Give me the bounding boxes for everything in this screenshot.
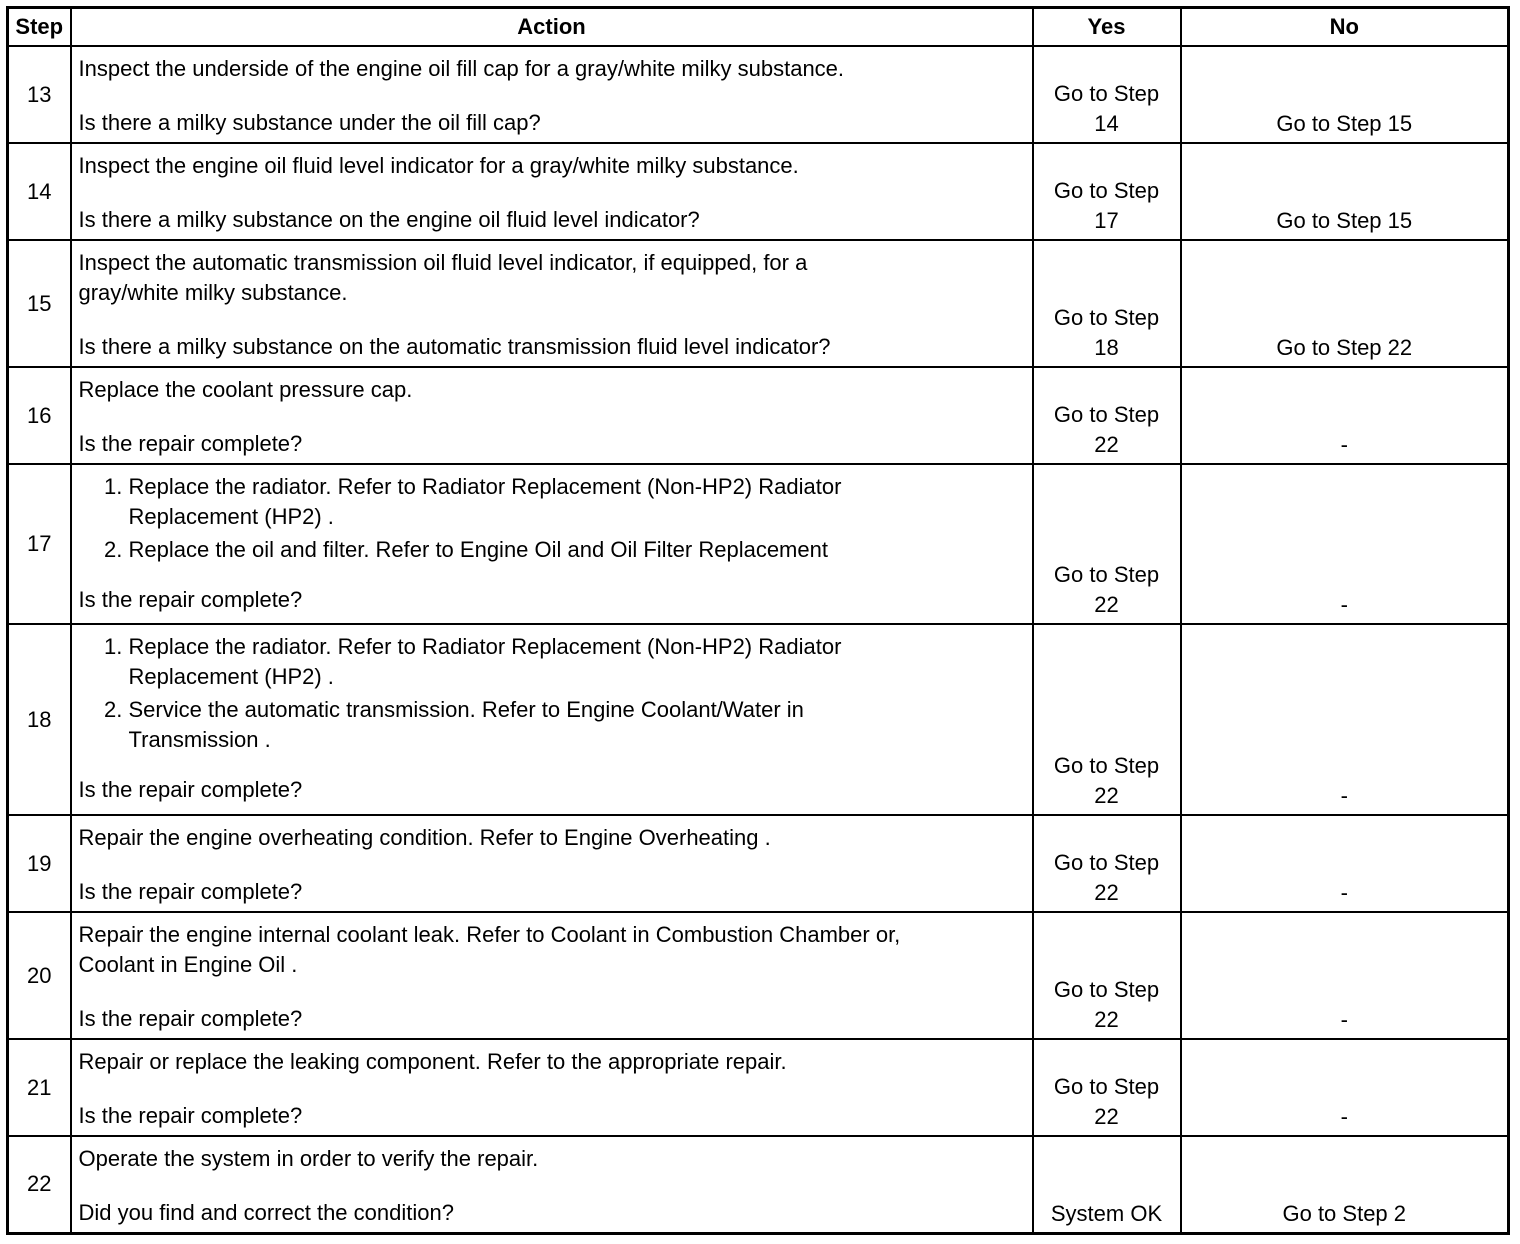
step-number: 17 [8,464,71,624]
yes-result-line: Go to Step [1053,178,1160,203]
yes-result [1033,912,1181,1039]
yes-result-line: 17 [1094,208,1119,233]
list-item-line: 1. Replace the radiator. Refer to Radiator Replacement (Non-HP2) Radiator [128,634,842,659]
action-cell [71,815,1033,912]
header-yes: Yes [1033,8,1181,47]
action-cell [71,240,1033,367]
action-text-line: Inspect the underside of the engine oil fill cap for a gray/white milky substance. [78,56,845,81]
action-list-item [129,695,1026,755]
yes-result [1033,624,1181,815]
list-item-line: 2. Service the automatic transmission. Refer to Engine Coolant/Water in [128,697,804,722]
header-action: Action [71,8,1033,47]
list-item-line: Transmission . [128,727,271,752]
yes-result-line: Go to Step [1053,977,1160,1002]
yes-result-line: 22 [1094,880,1119,905]
no-result: - [1181,624,1509,815]
action-list [79,632,1026,755]
step-number: 20 [8,912,71,1039]
header-row [8,8,1509,47]
action-text-line: Repair the engine overheating condition. Refer to Engine Overheating . [78,825,771,850]
table-row [8,46,1509,143]
list-item-line: Replacement (HP2) . [128,504,334,529]
header-step: Step [8,8,71,47]
yes-result-line: Go to Step [1053,305,1160,330]
no-result: - [1181,464,1509,624]
yes-result-line: 22 [1094,592,1119,617]
yes-result-line: Go to Step [1053,402,1160,427]
action-question: Is the repair complete? [78,587,303,612]
table-row [8,240,1509,367]
yes-result-line: 22 [1094,1007,1119,1032]
no-result: - [1181,912,1509,1039]
yes-result [1033,240,1181,367]
action-text-line: Repair or replace the leaking component. Refer to the appropriate repair. [78,1049,787,1074]
action-question: Is there a milky substance on the engine oil fluid level indicator? [78,207,700,232]
yes-result-line: 22 [1094,432,1119,457]
yes-result [1033,367,1181,464]
yes-result-line: 22 [1094,783,1119,808]
table-row [8,143,1509,240]
table-row [8,1136,1509,1233]
step-number: 21 [8,1039,71,1136]
yes-result [1033,1136,1181,1233]
action-text-line: Repair the engine internal coolant leak. Refer to Coolant in Combustion Chamber or, [78,922,901,947]
action-list-item [129,535,1026,565]
table-row [8,624,1509,815]
action-text-line: Inspect the automatic transmission oil fluid level indicator, if equipped, for a [78,250,808,275]
yes-result-line: 18 [1094,335,1119,360]
action-text-line: Coolant in Engine Oil . [78,952,298,977]
action-cell [71,1039,1033,1136]
action-text-line: Inspect the engine oil fluid level indicator for a gray/white milky substance. [78,153,799,178]
action-question: Is there a milky substance on the automatic transmission fluid level indicator? [78,334,831,359]
action-text-line: gray/white milky substance. [78,280,348,305]
table-body [8,46,1509,1233]
no-result: Go to Step 22 [1181,240,1509,367]
action-cell [71,912,1033,1039]
no-result: Go to Step 2 [1181,1136,1509,1233]
header-no: No [1181,8,1509,47]
list-item-line: 2. Replace the oil and filter. Refer to Engine Oil and Oil Filter Replacement [128,537,828,562]
action-question: Is the repair complete? [78,1103,303,1128]
action-question: Is the repair complete? [78,777,303,802]
action-cell [71,46,1033,143]
action-cell [71,143,1033,240]
action-question: Is the repair complete? [78,1006,303,1031]
yes-result [1033,815,1181,912]
action-question: Is the repair complete? [78,879,303,904]
step-number: 18 [8,624,71,815]
list-item-line: Replacement (HP2) . [128,664,334,689]
yes-result-line: Go to Step [1053,81,1160,106]
yes-result [1033,46,1181,143]
action-list-item [129,632,1026,692]
yes-result-line: Go to Step [1053,1074,1160,1099]
action-text-line: Replace the coolant pressure cap. [78,377,413,402]
step-number: 22 [8,1136,71,1233]
yes-result [1033,1039,1181,1136]
action-cell [71,1136,1033,1233]
no-result: - [1181,367,1509,464]
table-row [8,815,1509,912]
step-number: 13 [8,46,71,143]
yes-result-line: System OK [1050,1200,1163,1226]
yes-result [1033,464,1181,624]
action-text-line: Operate the system in order to verify the repair. [78,1146,539,1171]
step-number: 16 [8,367,71,464]
table-row [8,1039,1509,1136]
step-number: 14 [8,143,71,240]
step-number: 19 [8,815,71,912]
no-result: - [1181,815,1509,912]
table-row [8,912,1509,1039]
no-result: - [1181,1039,1509,1136]
no-result: Go to Step 15 [1181,46,1509,143]
action-list [79,472,1026,565]
no-result: Go to Step 15 [1181,143,1509,240]
yes-result-line: Go to Step [1053,850,1160,875]
yes-result-line: Go to Step [1053,562,1160,587]
action-question: Is there a milky substance under the oil fill cap? [78,110,541,135]
yes-result-line: Go to Step [1053,753,1160,778]
yes-result-line: 14 [1094,111,1119,136]
yes-result [1033,143,1181,240]
yes-result-line: 22 [1094,1104,1119,1129]
diagnostic-step-table [6,6,1510,1235]
action-list-item [129,472,1026,532]
action-question: Is the repair complete? [78,431,303,456]
action-cell [71,367,1033,464]
table-row [8,367,1509,464]
table-row [8,464,1509,624]
step-number: 15 [8,240,71,367]
list-item-line: 1. Replace the radiator. Refer to Radiator Replacement (Non-HP2) Radiator [128,474,842,499]
action-cell [71,624,1033,815]
action-cell [71,464,1033,624]
action-question: Did you find and correct the condition? [78,1200,454,1225]
